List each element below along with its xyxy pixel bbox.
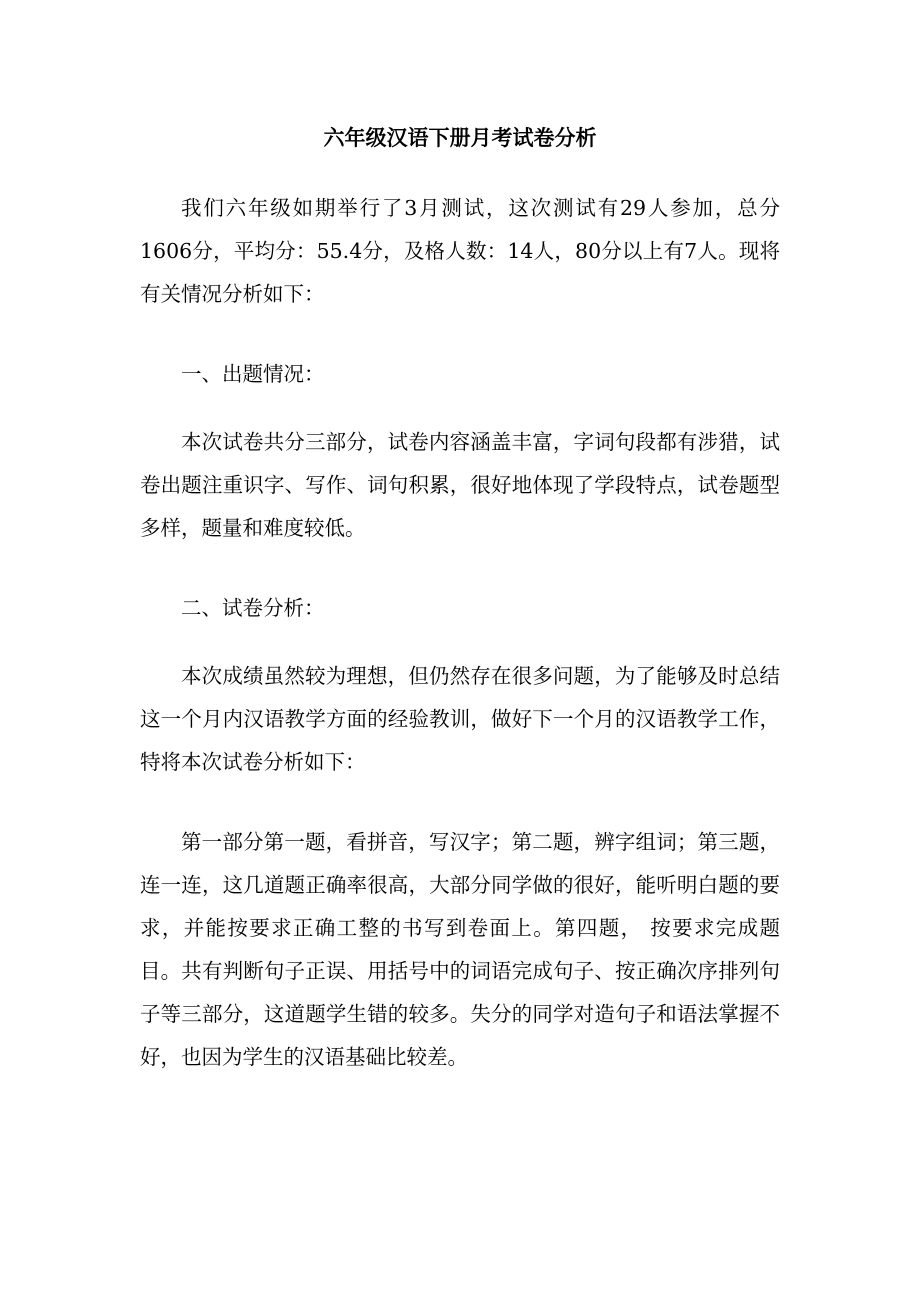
section-2-paragraph: 本次成绩虽然较为理想，但仍然存在很多问题，为了能够及时总结这一个月内汉语教学方面的经验教训，做好下一个月的汉语教学工作，特将本次试卷分析如下： [140, 664, 780, 774]
section-1-paragraph: 本次试卷共分三部分，试卷内容涵盖丰富，字词句段都有涉猎，试卷出题注重识字、写作、词句积累，很好地体现了学段特点，试卷题型多样，题量和难度较低。 [140, 430, 780, 540]
section-1-heading: 一、出题情况： [181, 362, 325, 386]
document-title: 六年级汉语下册月考试卷分析 [323, 125, 597, 150]
intro-paragraph: 我们六年级如期举行了3月测试，这次测试有29人参加，总分1606分，平均分：55.4分，及格人数：14人，80分以上有7人。现将有关情况分析如下： [140, 196, 780, 306]
section-2-detail-paragraph: 第一部分第一题，看拼音，写汉字；第二题，辨字组词；第三题，连一连，这几道题正确率很高，大部分同学做的很好，能听明白题的要求，并能按要求正确工整的书写到卷面上。第四题， 按要求完成题目。共有判断句子正误、用括号中的词语完成句子、按正确次序排列句子等三部分，这道题学生错的较多。失分的同学对造句子和语法掌握不好，也因为学生的汉语基础比较差。 [140, 830, 780, 1069]
section-2-heading: 二、试卷分析： [181, 596, 325, 620]
